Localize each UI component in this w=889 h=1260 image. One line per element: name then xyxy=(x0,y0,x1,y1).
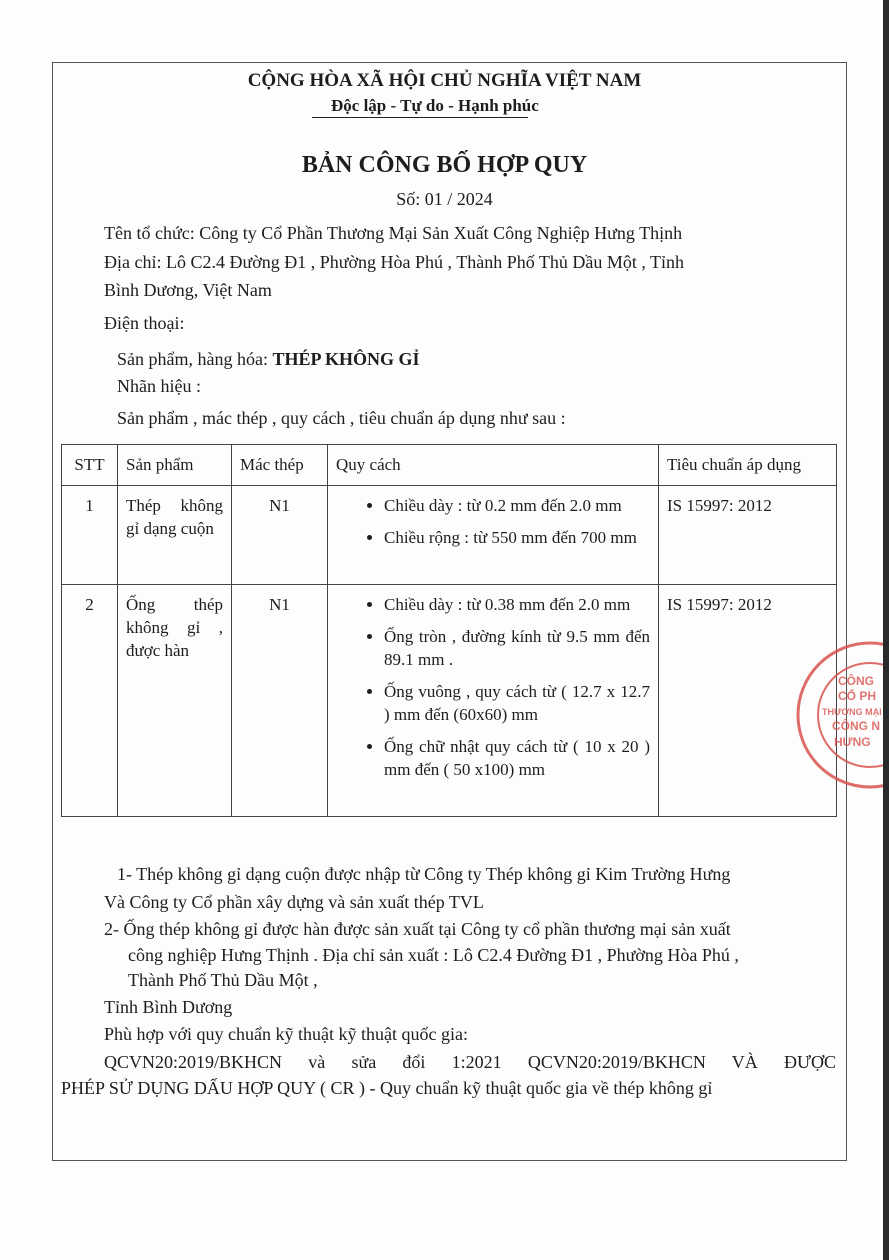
note-1a: 1- Thép không gỉ dạng cuộn được nhập từ Công ty Thép không gỉ Kim Trường Hưng xyxy=(117,864,731,884)
address-line-2: Bình Dương, Việt Nam xyxy=(104,280,272,300)
seal-line: HƯNG xyxy=(834,735,871,749)
cell-product: Thép không gỉ dạng cuộn xyxy=(118,486,232,585)
spec-item: • Ống tròn , đường kính từ 9.5 mm đến 89.1 mm . xyxy=(384,625,650,671)
company-seal xyxy=(790,640,883,800)
document-number: Số: 01 / 2024 xyxy=(396,189,493,209)
seal-line: CÔNG xyxy=(838,674,874,688)
seal-line: CỔ PH xyxy=(838,689,877,703)
regulation-line-2: PHÉP SỬ DỤNG DẤU HỢP QUY ( CR ) - Quy chuẩn kỹ thuật quốc gia về thép không gỉ xyxy=(61,1078,713,1098)
header-standard: Tiêu chuẩn áp dụng xyxy=(659,445,837,486)
document-title: BẢN CÔNG BỐ HỢP QUY xyxy=(301,152,588,178)
address-line-1: Địa chỉ: Lô C2.4 Đường Đ1 , Phường Hòa Phú , Thành Phố Thủ Dầu Một , Tỉnh xyxy=(104,252,685,272)
header-stt: STT xyxy=(62,445,118,486)
phone-label: Điện thoại: xyxy=(104,313,185,333)
seal-line: CÔNG N xyxy=(832,719,880,733)
motto-underline xyxy=(312,117,528,118)
cell-product: Ống thép không gỉ , được hàn xyxy=(118,585,232,817)
note-2a: 2- Ống thép không gỉ được hàn được sản xuất tại Công ty cổ phần thương mại sản xuất xyxy=(104,919,731,939)
note-1b: Và Công ty Cổ phần xây dựng và sản xuất thép TVL xyxy=(104,892,484,912)
product-table xyxy=(61,444,837,817)
seal-line: THƯƠNG MẠI xyxy=(822,707,882,717)
spec-item: • Chiều dày : từ 0.38 mm đến 2.0 mm xyxy=(384,593,650,616)
spec-item: • Chiều rộng : từ 550 mm đến 700 mm xyxy=(384,526,650,549)
brand-label: Nhãn hiệu : xyxy=(117,376,201,396)
cell-grade: N1 xyxy=(232,585,328,817)
table-header-row xyxy=(62,445,837,486)
cell-stt: 2 xyxy=(62,585,118,817)
table-row xyxy=(62,585,837,817)
spec-item: • Ống vuông , quy cách từ ( 12.7 x 12.7 ) mm đến (60x60) mm xyxy=(384,680,650,726)
cell-grade: N1 xyxy=(232,486,328,585)
product-label: Sản phẩm, hàng hóa: xyxy=(117,349,273,369)
note-2c: Thành Phố Thủ Dầu Một , xyxy=(128,970,318,990)
cell-standard: IS 15997: 2012 xyxy=(659,486,837,585)
table-row xyxy=(62,486,837,585)
header-specs: Quy cách xyxy=(328,445,659,486)
spec-item: • Ống chữ nhật quy cách từ ( 10 x 20 ) mm đến ( 50 x100) mm xyxy=(384,735,650,781)
organization: Tên tổ chức: Công ty Cổ Phần Thương Mại Sản Xuất Công Nghiệp Hưng Thịnh xyxy=(104,223,683,243)
note-2b: công nghiệp Hưng Thịnh . Địa chỉ sản xuất : Lô C2.4 Đường Đ1 , Phường Hòa Phú , xyxy=(128,945,739,965)
cell-specs xyxy=(328,585,659,817)
table-intro: Sản phẩm , mác thép , quy cách , tiêu chuẩn áp dụng như sau : xyxy=(117,408,566,428)
product-value: THÉP KHÔNG GỈ xyxy=(272,349,420,369)
motto: Độc lập - Tự do - Hạnh phúc xyxy=(331,96,539,115)
conformity-statement: Phù hợp với quy chuẩn kỹ thuật kỹ thuật quốc gia: xyxy=(104,1024,468,1044)
product-line xyxy=(117,349,420,370)
nation-header: CỘNG HÒA XÃ HỘI CHỦ NGHĨA VIỆT NAM xyxy=(247,70,642,91)
header-grade: Mác thép xyxy=(232,445,328,486)
spec-item: • Chiều dày : từ 0.2 mm đến 2.0 mm xyxy=(384,494,650,517)
cell-specs xyxy=(328,486,659,585)
province: Tỉnh Bình Dương xyxy=(104,997,233,1017)
header-product: Sản phẩm xyxy=(118,445,232,486)
cell-stt: 1 xyxy=(62,486,118,585)
cell-standard: IS 15997: 2012 xyxy=(659,585,837,817)
regulation-line-1: QCVN20:2019/BKHCN và sửa đổi 1:2021 QCVN20:2019/BKHCN VÀ ĐƯỢC xyxy=(104,1052,836,1072)
